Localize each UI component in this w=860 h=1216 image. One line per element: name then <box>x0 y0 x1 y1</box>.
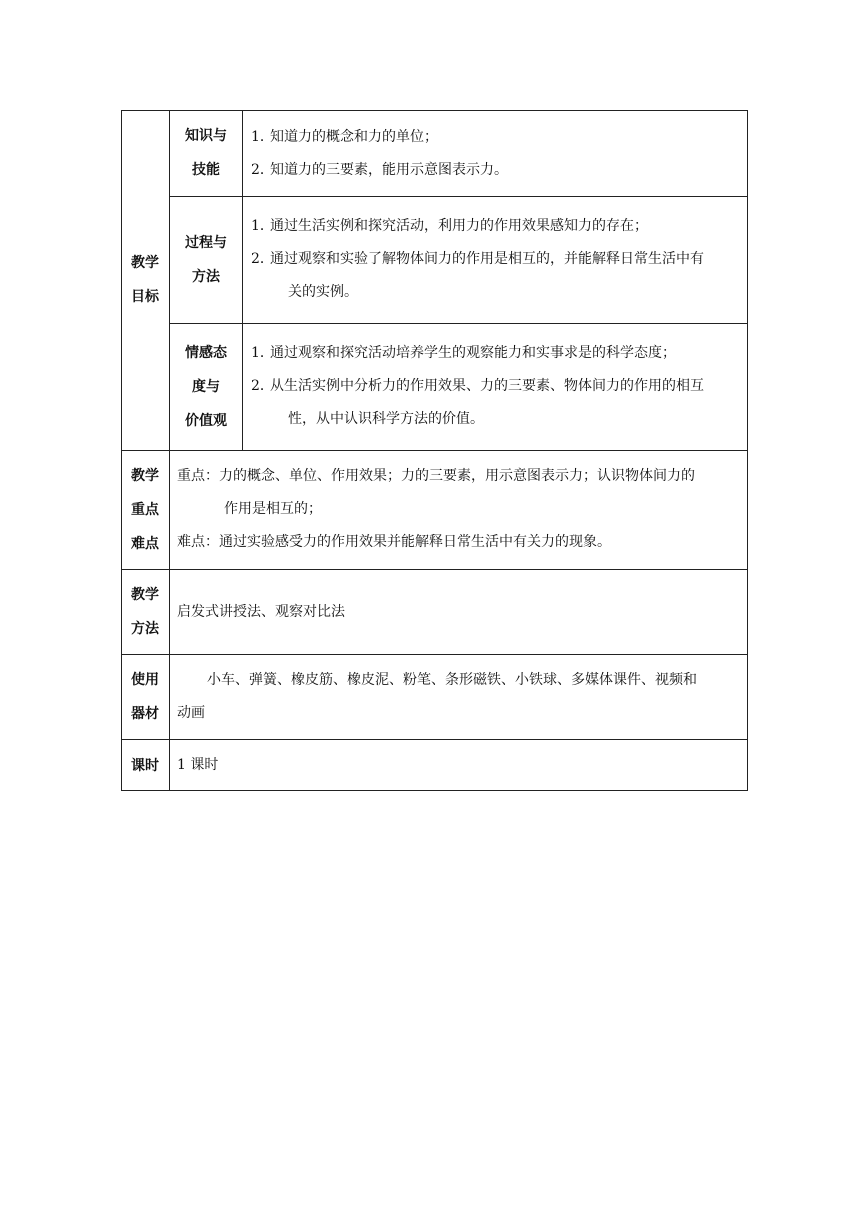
knowledge-skills-text <box>251 121 743 187</box>
key-points-line: 重点：力的概念、单位、作用效果；力的三要素，用示意图表示力；认识物体间力的 <box>177 468 695 484</box>
list-item: 2． 从生活实例中分析力的作用效果、力的三要素、物体间力的作用的相互 <box>251 378 704 394</box>
teaching-method-label: 教学 方法 <box>131 587 159 637</box>
knowledge-skills-label: 知识与 技能 <box>185 128 227 178</box>
teaching-goals-label: 教学 目标 <box>131 255 159 305</box>
row-divider <box>121 739 748 740</box>
emotion-values-text <box>251 337 743 436</box>
equipment-label: 使用 器材 <box>131 672 159 722</box>
list-item: 1． 知道力的概念和力的单位； <box>251 129 438 145</box>
list-item: 2． 通过观察和实验了解物体间力的作用是相互的，并能解释日常生活中有 <box>251 251 704 267</box>
process-methods-text <box>251 210 743 309</box>
key-difficult-points-text <box>177 460 743 559</box>
row-divider <box>121 450 748 451</box>
class-hours-text: 1 课时 <box>177 757 219 773</box>
key-difficult-points-label: 教学 重点 难点 <box>131 468 159 552</box>
list-item-continuation: 性，从中认识科学方法的价值。 <box>288 411 484 427</box>
row-divider <box>121 569 748 570</box>
row-divider <box>121 654 748 655</box>
column-divider <box>242 110 243 450</box>
emotion-values-label: 情感态 度与 价值观 <box>185 345 227 429</box>
teaching-method-text: 启发式讲授法、观察对比法 <box>177 604 345 620</box>
class-hours-label: 课时 <box>131 757 159 774</box>
subrow-divider <box>169 323 748 324</box>
list-item: 1． 通过生活实例和探究活动，利用力的作用效果感知力的存在； <box>251 218 648 234</box>
list-item: 1． 通过观察和探究活动培养学生的观察能力和实事求是的科学态度； <box>251 345 676 361</box>
difficult-points-line: 难点：通过实验感受力的作用效果并能解释日常生活中有关力的现象。 <box>177 534 611 550</box>
subrow-divider <box>169 196 748 197</box>
process-methods-label: 过程与 方法 <box>185 235 227 285</box>
key-points-line: 作用是相互的； <box>224 501 322 517</box>
list-item: 2． 知道力的三要素，能用示意图表示力。 <box>251 162 508 178</box>
list-item-continuation: 关的实例。 <box>288 284 358 300</box>
equipment-text: 小车、弹簧、橡皮筋、橡皮泥、粉笔、条形磁铁、小铁球、多媒体课件、视频和 动画 <box>177 672 697 721</box>
